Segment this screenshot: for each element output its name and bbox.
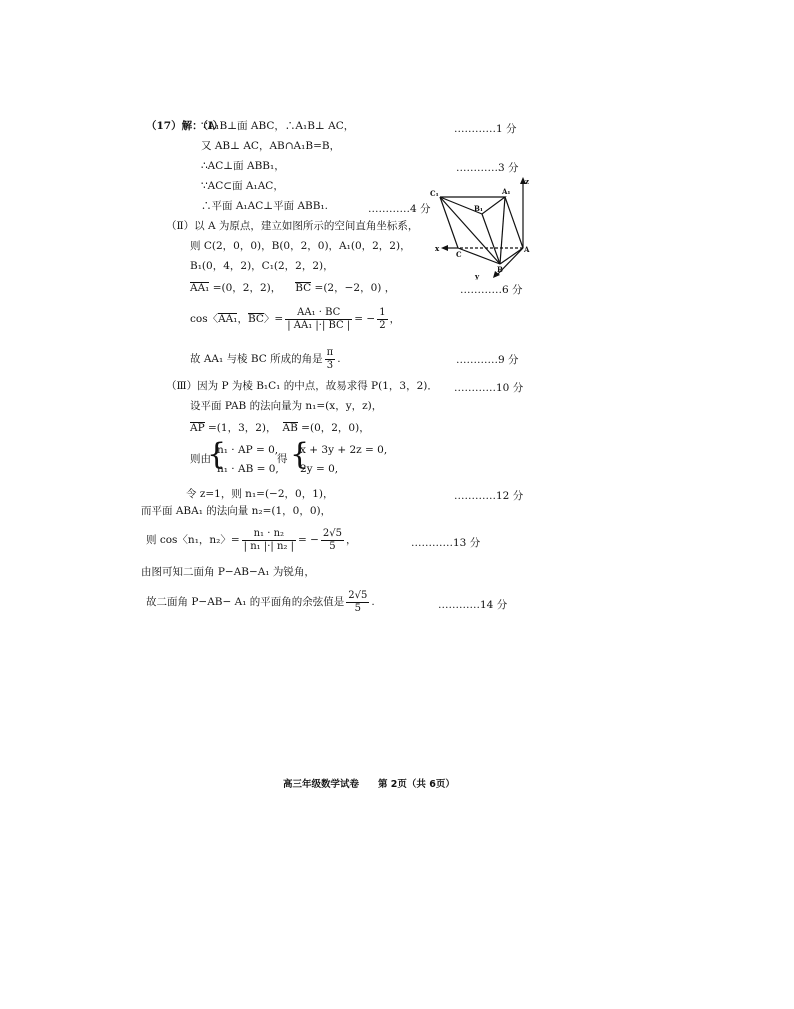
pi-denominator: 3: [326, 359, 334, 371]
label-c1: C₁: [430, 189, 439, 198]
system2-brace: {: [290, 437, 310, 472]
system1-eq2: n₁ · AB = 0,: [217, 463, 279, 475]
edge-a1a: [505, 197, 523, 248]
label-c: C: [456, 250, 462, 259]
score-14: …………14 分: [438, 599, 508, 611]
edge-c1c: [440, 197, 458, 248]
label-a: A: [524, 245, 530, 254]
cos2-value: [321, 528, 344, 553]
angle-line: [190, 344, 341, 374]
cos2-value-numerator: 2√5: [322, 527, 342, 539]
by-text: 则由: [190, 453, 211, 465]
label-z: z: [525, 177, 529, 186]
x-arrow: [441, 245, 448, 251]
half-fraction: [377, 307, 387, 332]
edge-ab: [500, 248, 523, 264]
label-b: B: [497, 265, 503, 274]
angle-end: .: [337, 353, 341, 365]
cos-n1-n2: [146, 525, 357, 555]
part3-line1: （Ⅲ）因为 P 为棱 B₁C₁ 的中点，故易求得 P(1，3，2)．: [166, 380, 438, 392]
final-line: [146, 587, 375, 617]
cos-numerator: AA₁ · BC: [285, 307, 352, 320]
vector-ap-value: =(1，3，2)，: [204, 422, 277, 434]
score-13: …………13 分: [411, 537, 481, 549]
cos2-fraction: [242, 528, 296, 553]
label-a1: A₁: [502, 187, 511, 196]
edge-cb: [458, 248, 500, 264]
coordinate-figure: [428, 174, 532, 280]
score-12: …………12 分: [454, 490, 524, 502]
cos-fraction: [285, 307, 352, 332]
score-6: …………6 分: [460, 284, 523, 296]
vector-ap: AP: [190, 422, 205, 434]
vector-bc-value: =(2，−2，0) ，: [311, 282, 396, 294]
cos2-denominator: | n₁ |·| n₂ |: [243, 540, 294, 552]
vector-line-aa1-bc: [190, 281, 395, 295]
part1-line4: ∵AC⊂面 A₁AC，: [201, 180, 284, 192]
cos-suffix: 〉=: [263, 313, 284, 325]
vector-ab-value: =(0，2，0)，: [297, 422, 370, 434]
edge-b1b: [482, 214, 500, 264]
cos-vector-bc: BC: [247, 313, 264, 325]
score-10: …………10 分: [454, 382, 524, 394]
final-end: .: [371, 596, 375, 608]
pi-over-3: [325, 347, 336, 372]
pi-numerator: π: [326, 346, 334, 358]
final-text: 故二面角 P−AB− A₁ 的平面角的余弦值是: [146, 596, 345, 608]
score-4: …………4 分: [368, 203, 431, 215]
final-numerator: 2√5: [348, 589, 368, 601]
half-numerator: 1: [379, 306, 386, 318]
cos2-prefix: 则 cos〈n₁，n₂〉=: [146, 534, 240, 546]
half-denominator: 2: [379, 319, 386, 331]
cos-mid: ，: [237, 313, 248, 325]
label-b1: B₁: [474, 204, 483, 213]
angle-text: 故 AA₁ 与棱 BC 所成的角是: [190, 353, 323, 365]
vector-line-ap-ab: [190, 421, 370, 435]
page-footer: 高三年级数学试卷 第 2页（共 6页）: [283, 779, 455, 790]
get-text: 得: [277, 453, 288, 465]
system1-brace: {: [207, 437, 227, 472]
cos2-numerator: n₁ · n₂: [242, 528, 296, 541]
cos2-value-denominator: 5: [329, 540, 336, 552]
cos-vector-aa1: AA₁: [218, 313, 238, 325]
system2-eq1: x + 3y + 2z = 0,: [300, 444, 388, 456]
vector-aa1: AA₁: [190, 282, 210, 294]
score-9: …………9 分: [456, 354, 519, 366]
part2-line2: 则 C(2，0，0)，B(0，2，0)，A₁(0，2，2)，: [190, 240, 411, 252]
score-3: …………3 分: [456, 162, 519, 174]
system2-eq2: 2y = 0,: [300, 463, 339, 475]
part3-line2: 设平面 PAB 的法向量为 n₁=(x，y，z)，: [190, 400, 383, 412]
cos-end: ，: [389, 313, 401, 325]
part1-line3: ∴AC⊥面 ABB₁，: [201, 160, 285, 172]
top-face: [440, 197, 505, 214]
vector-aa1-value: =(0，2，2)，: [209, 282, 282, 294]
cos-prefix: cos〈: [190, 313, 219, 325]
cos-equals: = −: [354, 313, 376, 325]
part1-line5: ∴平面 A₁AC⊥平面 ABB₁.: [201, 200, 329, 212]
system1-eq1: n₁ · AP = 0,: [217, 444, 279, 456]
part1-label: （17）解：（Ⅰ）: [146, 120, 224, 132]
line-acute: 由图可知二面角 P−AB−A₁ 为锐角，: [141, 566, 315, 578]
final-denominator: 5: [354, 602, 361, 614]
final-value: [346, 590, 369, 615]
cos-denominator: | AA₁ |·| BC |: [287, 319, 351, 331]
score-1: …………1 分: [454, 123, 517, 135]
vector-ab: AB: [282, 422, 298, 434]
edge-a1b: [500, 197, 505, 264]
line-n2: 而平面 ABA₁ 的法向量 n₂=(1，0，0)，: [141, 505, 332, 517]
line-z: 令 z=1，则 n₁=(−2，0，1)，: [186, 488, 334, 500]
cos-aa1-bc: [190, 304, 400, 334]
part1-line1: ∵A₁B⊥面 ABC，∴A₁B⊥ AC，: [201, 120, 355, 132]
vector-bc: BC: [295, 282, 312, 294]
label-y: y: [475, 272, 480, 280]
part1-line2: 又 AB⊥ AC，AB∩A₁B=B，: [201, 140, 341, 152]
cos2-end: ，: [346, 534, 357, 546]
label-x: x: [435, 244, 440, 253]
part2-line1: （Ⅱ）以 A 为原点，建立如图所示的空间直角坐标系，: [166, 220, 419, 232]
cos2-equals: = −: [297, 534, 319, 546]
part2-line3: B₁(0，4，2)，C₁(2，2，2)，: [190, 260, 334, 272]
